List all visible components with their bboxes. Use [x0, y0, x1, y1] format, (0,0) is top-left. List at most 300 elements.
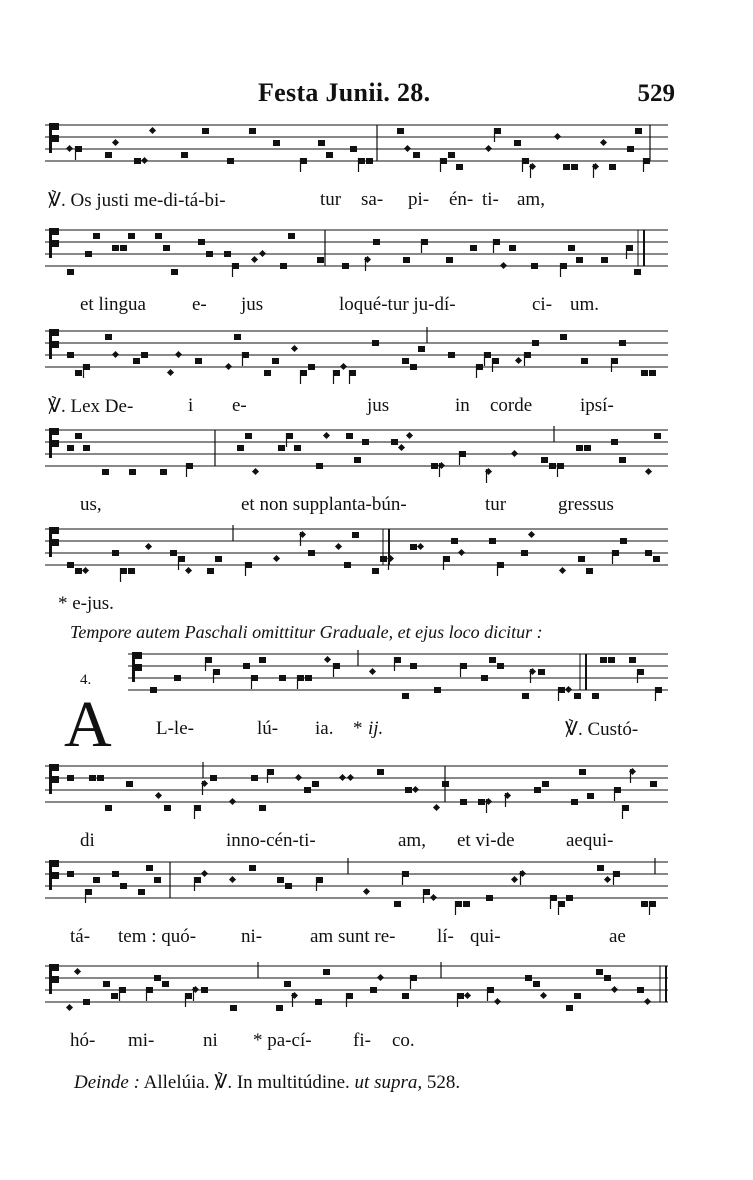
- punctum-note: [619, 457, 626, 463]
- rhombus-note: [259, 250, 266, 257]
- lyric-syllable: ℣. Os justi me-di-tá-bi-: [48, 190, 226, 211]
- lyric-syllable: ni-: [241, 926, 263, 947]
- rhombus-note: [82, 567, 89, 574]
- ut-supra-label: ut supra,: [354, 1072, 423, 1093]
- punctum-note: [285, 883, 292, 889]
- punctum-note: [105, 805, 112, 811]
- rhombus-note: [185, 567, 192, 574]
- punctum-note: [154, 975, 161, 981]
- rhombus-note: [229, 798, 236, 805]
- punctum-note: [277, 877, 284, 883]
- lyric-syllable: ae: [609, 926, 626, 947]
- lyric-syllable: tem : quó-: [118, 926, 197, 947]
- punctum-note: [489, 657, 496, 663]
- deinde-label: Deinde :: [74, 1072, 140, 1093]
- rhombus-note: [515, 357, 522, 364]
- punctum-note: [619, 340, 626, 346]
- punctum-note: [620, 538, 627, 544]
- punctum-note: [284, 981, 291, 987]
- punctum-note: [579, 769, 586, 775]
- lyric-syllable: fi-: [353, 1030, 371, 1051]
- lyric-syllable: L-le-: [156, 718, 194, 739]
- punctum-note: [641, 901, 648, 907]
- punctum-note: [206, 251, 213, 257]
- rhombus-note: [347, 774, 354, 781]
- punctum-note: [210, 775, 217, 781]
- punctum-note: [318, 140, 325, 146]
- staff-s3: [0, 321, 753, 391]
- punctum-note: [67, 775, 74, 781]
- punctum-note: [410, 663, 417, 669]
- punctum-note: [259, 657, 266, 663]
- rhombus-note: [604, 876, 611, 883]
- lyric-syllable: us,: [80, 494, 102, 515]
- punctum-note: [534, 787, 541, 793]
- rhombus-note: [155, 792, 162, 799]
- punctum-note: [609, 164, 616, 170]
- punctum-note: [446, 257, 453, 263]
- punctum-note: [405, 787, 412, 793]
- punctum-note: [410, 364, 417, 370]
- lyric-syllable: jus: [241, 294, 264, 315]
- punctum-note: [133, 358, 140, 364]
- lyric-syllable: e-: [232, 395, 247, 416]
- punctum-note: [581, 358, 588, 364]
- punctum-note: [584, 445, 591, 451]
- punctum-note: [102, 469, 109, 475]
- punctum-note: [344, 562, 351, 568]
- page-reference: 528.: [426, 1072, 461, 1093]
- punctum-note: [146, 865, 153, 871]
- rhombus-note: [540, 992, 547, 999]
- punctum-note: [350, 146, 357, 152]
- punctum-note: [533, 981, 540, 987]
- staff-s9: [0, 956, 753, 1026]
- punctum-note: [160, 469, 167, 475]
- rhombus-note: [167, 369, 174, 376]
- punctum-note: [635, 128, 642, 134]
- staff-s2: [0, 220, 753, 290]
- rhombus-note: [645, 468, 652, 475]
- lyric-syllable: pi-: [408, 189, 430, 210]
- staff-s4: [0, 420, 753, 490]
- rubric-paschal: Tempore autem Paschali omittitur Graduale, et ejus loco dicitur :: [70, 622, 543, 642]
- punctum-note: [448, 352, 455, 358]
- rhombus-note: [511, 450, 518, 457]
- mode-number: 4.: [80, 672, 92, 688]
- punctum-note: [75, 568, 82, 574]
- punctum-note: [75, 370, 82, 376]
- punctum-note: [354, 457, 361, 463]
- rhombus-note: [464, 992, 471, 999]
- rhombus-note: [251, 256, 258, 263]
- punctum-note: [243, 663, 250, 669]
- punctum-note: [587, 793, 594, 799]
- punctum-note: [653, 556, 660, 562]
- punctum-note: [259, 805, 266, 811]
- deinde-text: Allelúia. ℣. In multitúdine.: [143, 1072, 350, 1093]
- lyric-syllable: én-: [449, 189, 474, 210]
- rhombus-note: [340, 363, 347, 370]
- punctum-note: [586, 568, 593, 574]
- punctum-note: [105, 334, 112, 340]
- rhombus-note: [175, 351, 182, 358]
- lyric-syllable: ipsí-: [580, 395, 614, 416]
- rhombus-note: [412, 786, 419, 793]
- rhombus-note: [112, 351, 119, 358]
- punctum-note: [522, 693, 529, 699]
- lyric-syllable: loqué-tur ju-dí-: [339, 294, 456, 315]
- rhombus-note: [149, 127, 156, 134]
- punctum-note: [377, 769, 384, 775]
- punctum-note: [448, 152, 455, 158]
- lyric-syllable: i: [188, 395, 194, 416]
- rhombus-note: [229, 876, 236, 883]
- page-header: [0, 78, 753, 118]
- rhombus-note: [644, 998, 651, 1005]
- punctum-note: [402, 993, 409, 999]
- staff-s7: [0, 756, 753, 826]
- punctum-note: [67, 871, 74, 877]
- punctum-note: [67, 562, 74, 568]
- rhombus-note: [112, 139, 119, 146]
- lyric-syllable: lú-: [257, 718, 279, 739]
- punctum-note: [608, 657, 615, 663]
- punctum-note: [641, 370, 648, 376]
- punctum-note: [93, 877, 100, 883]
- punctum-note: [128, 233, 135, 239]
- punctum-note: [560, 334, 567, 340]
- lyric-syllable: ia.: [315, 718, 334, 739]
- punctum-note: [521, 550, 528, 556]
- rhombus-note: [66, 1004, 73, 1011]
- punctum-note: [249, 128, 256, 134]
- lyric-syllable: am sunt re-: [310, 926, 396, 947]
- punctum-note: [592, 693, 599, 699]
- punctum-note: [134, 158, 141, 164]
- lyric-syllable: corde: [490, 395, 533, 416]
- punctum-note: [201, 987, 208, 993]
- punctum-note: [402, 358, 409, 364]
- punctum-note: [568, 245, 575, 251]
- punctum-note: [120, 883, 127, 889]
- punctum-note: [171, 269, 178, 275]
- punctum-note: [372, 568, 379, 574]
- punctum-note: [574, 993, 581, 999]
- rhombus-note: [369, 668, 376, 675]
- lyric-syllable: sa-: [361, 189, 384, 210]
- staff-s1: [0, 115, 753, 185]
- rhombus-note: [295, 774, 302, 781]
- punctum-note: [83, 445, 90, 451]
- punctum-note: [316, 463, 323, 469]
- lyric-syllable: et non supplanta-bún-: [241, 494, 407, 515]
- lyric-syllable: inno-cén-ti-: [226, 830, 316, 851]
- lyric-syllable: ℣. Custó-: [565, 719, 639, 740]
- punctum-note: [112, 871, 119, 877]
- punctum-note: [326, 152, 333, 158]
- punctum-note: [308, 550, 315, 556]
- rhombus-note: [291, 345, 298, 352]
- punctum-note: [578, 556, 585, 562]
- punctum-note: [162, 981, 169, 987]
- rhombus-note: [252, 468, 259, 475]
- punctum-note: [431, 463, 438, 469]
- lyric-syllable: mi-: [128, 1030, 155, 1051]
- punctum-note: [264, 370, 271, 376]
- punctum-note: [237, 445, 244, 451]
- punctum-note: [288, 233, 295, 239]
- lyric-syllable: aequi-: [566, 830, 614, 851]
- punctum-note: [129, 469, 136, 475]
- punctum-note: [611, 439, 618, 445]
- punctum-note: [418, 346, 425, 352]
- punctum-note: [170, 550, 177, 556]
- punctum-note: [75, 433, 82, 439]
- lyric-syllable: ti-: [482, 189, 499, 210]
- punctum-note: [403, 257, 410, 263]
- lyric-syllable: qui-: [470, 926, 501, 947]
- punctum-note: [391, 439, 398, 445]
- punctum-note: [654, 433, 661, 439]
- lyric-syllable: *: [353, 718, 363, 739]
- rhombus-note: [398, 444, 405, 451]
- punctum-note: [67, 269, 74, 275]
- rhombus-note: [273, 555, 280, 562]
- lyric-syllable: um.: [570, 294, 600, 315]
- punctum-note: [112, 550, 119, 556]
- punctum-note: [372, 340, 379, 346]
- lyric-syllable: lí-: [437, 926, 454, 947]
- punctum-note: [89, 775, 96, 781]
- lyric-syllable: et vi-de: [457, 830, 515, 851]
- punctum-note: [342, 263, 349, 269]
- punctum-note: [478, 799, 485, 805]
- rhombus-note: [559, 567, 566, 574]
- punctum-note: [126, 781, 133, 787]
- punctum-note: [308, 364, 315, 370]
- punctum-note: [566, 895, 573, 901]
- lyric-syllable: hó-: [70, 1030, 96, 1051]
- punctum-note: [163, 245, 170, 251]
- lyric-syllable: e-: [192, 294, 207, 315]
- punctum-note: [97, 775, 104, 781]
- punctum-note: [150, 687, 157, 693]
- punctum-note: [509, 245, 516, 251]
- lyric-syllable: am,: [517, 189, 545, 210]
- lyric-syllable: tur: [485, 494, 507, 515]
- rhombus-note: [433, 804, 440, 811]
- punctum-note: [155, 233, 162, 239]
- punctum-note: [538, 669, 545, 675]
- punctum-note: [604, 975, 611, 981]
- punctum-note: [195, 358, 202, 364]
- punctum-note: [410, 544, 417, 550]
- punctum-note: [563, 164, 570, 170]
- punctum-note: [279, 675, 286, 681]
- punctum-note: [128, 568, 135, 574]
- punctum-note: [525, 975, 532, 981]
- rhombus-note: [324, 656, 331, 663]
- punctum-note: [105, 152, 112, 158]
- punctum-note: [202, 128, 209, 134]
- rhombus-note: [363, 888, 370, 895]
- punctum-note: [645, 550, 652, 556]
- punctum-note: [278, 445, 285, 451]
- punctum-note: [489, 538, 496, 544]
- punctum-note: [576, 445, 583, 451]
- punctum-note: [120, 245, 127, 251]
- punctum-note: [67, 445, 74, 451]
- punctum-note: [317, 257, 324, 263]
- page-number: 529: [637, 80, 675, 107]
- lyric-syllable: ni: [203, 1030, 218, 1051]
- lyric-syllable: tá-: [70, 926, 91, 947]
- punctum-note: [571, 164, 578, 170]
- lyric-syllable: et lingua: [80, 294, 146, 315]
- punctum-note: [181, 152, 188, 158]
- rhombus-note: [225, 363, 232, 370]
- punctum-note: [576, 257, 583, 263]
- lyric-syllable: co.: [392, 1030, 415, 1051]
- lyric-syllable: am,: [398, 830, 426, 851]
- punctum-note: [227, 158, 234, 164]
- rhombus-note: [201, 870, 208, 877]
- punctum-note: [234, 334, 241, 340]
- punctum-note: [627, 146, 634, 152]
- rhombus-note: [430, 894, 437, 901]
- punctum-note: [649, 370, 656, 376]
- punctum-note: [366, 158, 373, 164]
- punctum-note: [346, 433, 353, 439]
- punctum-note: [93, 233, 100, 239]
- punctum-note: [650, 781, 657, 787]
- punctum-note: [549, 463, 556, 469]
- punctum-note: [207, 568, 214, 574]
- punctum-note: [111, 993, 118, 999]
- punctum-note: [574, 693, 581, 699]
- punctum-note: [373, 239, 380, 245]
- punctum-note: [304, 787, 311, 793]
- punctum-note: [85, 251, 92, 257]
- rhombus-note: [565, 686, 572, 693]
- punctum-note: [600, 657, 607, 663]
- lyric-syllable: tur: [320, 189, 342, 210]
- punctum-note: [601, 257, 608, 263]
- rhombus-note: [600, 139, 607, 146]
- rhombus-note: [66, 145, 73, 152]
- punctum-note: [380, 556, 387, 562]
- punctum-note: [514, 140, 521, 146]
- rhombus-note: [500, 262, 507, 269]
- punctum-note: [486, 895, 493, 901]
- punctum-note: [434, 687, 441, 693]
- punctum-note: [497, 663, 504, 669]
- punctum-note: [315, 999, 322, 1005]
- punctum-note: [470, 245, 477, 251]
- rhombus-note: [406, 432, 413, 439]
- lyric-syllable: jus: [367, 395, 390, 416]
- punctum-note: [571, 799, 578, 805]
- punctum-note: [370, 987, 377, 993]
- final-rubric-line: [74, 1071, 460, 1094]
- punctum-note: [566, 1005, 573, 1011]
- punctum-note: [402, 693, 409, 699]
- punctum-note: [67, 352, 74, 358]
- punctum-note: [532, 340, 539, 346]
- rhombus-note: [404, 145, 411, 152]
- punctum-note: [456, 164, 463, 170]
- punctum-note: [138, 889, 145, 895]
- lyric-syllable: di: [80, 830, 95, 851]
- rhombus-note: [458, 549, 465, 556]
- punctum-note: [305, 675, 312, 681]
- staff-s6: [0, 644, 753, 714]
- lyric-syllable: in: [455, 395, 470, 416]
- staff-s8: [0, 852, 753, 922]
- lyric-syllable: gressus: [558, 494, 614, 515]
- punctum-note: [397, 128, 404, 134]
- punctum-note: [413, 152, 420, 158]
- rhombus-note: [377, 974, 384, 981]
- punctum-note: [463, 901, 470, 907]
- lyric-syllable: ci-: [532, 294, 553, 315]
- punctum-note: [154, 877, 161, 883]
- punctum-note: [198, 239, 205, 245]
- punctum-note: [276, 1005, 283, 1011]
- punctum-note: [280, 263, 287, 269]
- lyric-syllable: * pa-cí-: [253, 1030, 312, 1051]
- punctum-note: [323, 969, 330, 975]
- lyric-syllable: ij.: [368, 718, 384, 739]
- punctum-note: [629, 657, 636, 663]
- punctum-note: [481, 675, 488, 681]
- punctum-note: [249, 865, 256, 871]
- rhombus-note: [335, 543, 342, 550]
- staff-s5: [0, 519, 753, 589]
- rhombus-note: [528, 531, 535, 538]
- rhombus-note: [339, 774, 346, 781]
- punctum-note: [294, 445, 301, 451]
- lyric-syllable: * e-jus.: [58, 593, 114, 614]
- punctum-note: [541, 457, 548, 463]
- punctum-note: [362, 439, 369, 445]
- punctum-note: [273, 140, 280, 146]
- punctum-note: [272, 358, 279, 364]
- initial-letter: A: [64, 688, 112, 761]
- punctum-note: [215, 556, 222, 562]
- punctum-note: [164, 805, 171, 811]
- punctum-note: [103, 981, 110, 987]
- punctum-note: [394, 901, 401, 907]
- rhombus-note: [417, 543, 424, 550]
- punctum-note: [542, 781, 549, 787]
- punctum-note: [460, 799, 467, 805]
- lyric-syllable: ℣. Lex De-: [48, 396, 134, 417]
- punctum-note: [634, 269, 641, 275]
- punctum-note: [352, 532, 359, 538]
- punctum-note: [224, 251, 231, 257]
- rhombus-note: [611, 986, 618, 993]
- punctum-note: [531, 263, 538, 269]
- rhombus-note: [74, 968, 81, 975]
- punctum-note: [174, 675, 181, 681]
- rhombus-note: [145, 543, 152, 550]
- punctum-note: [442, 781, 449, 787]
- punctum-note: [597, 865, 604, 871]
- punctum-note: [141, 352, 148, 358]
- rhombus-note: [554, 133, 561, 140]
